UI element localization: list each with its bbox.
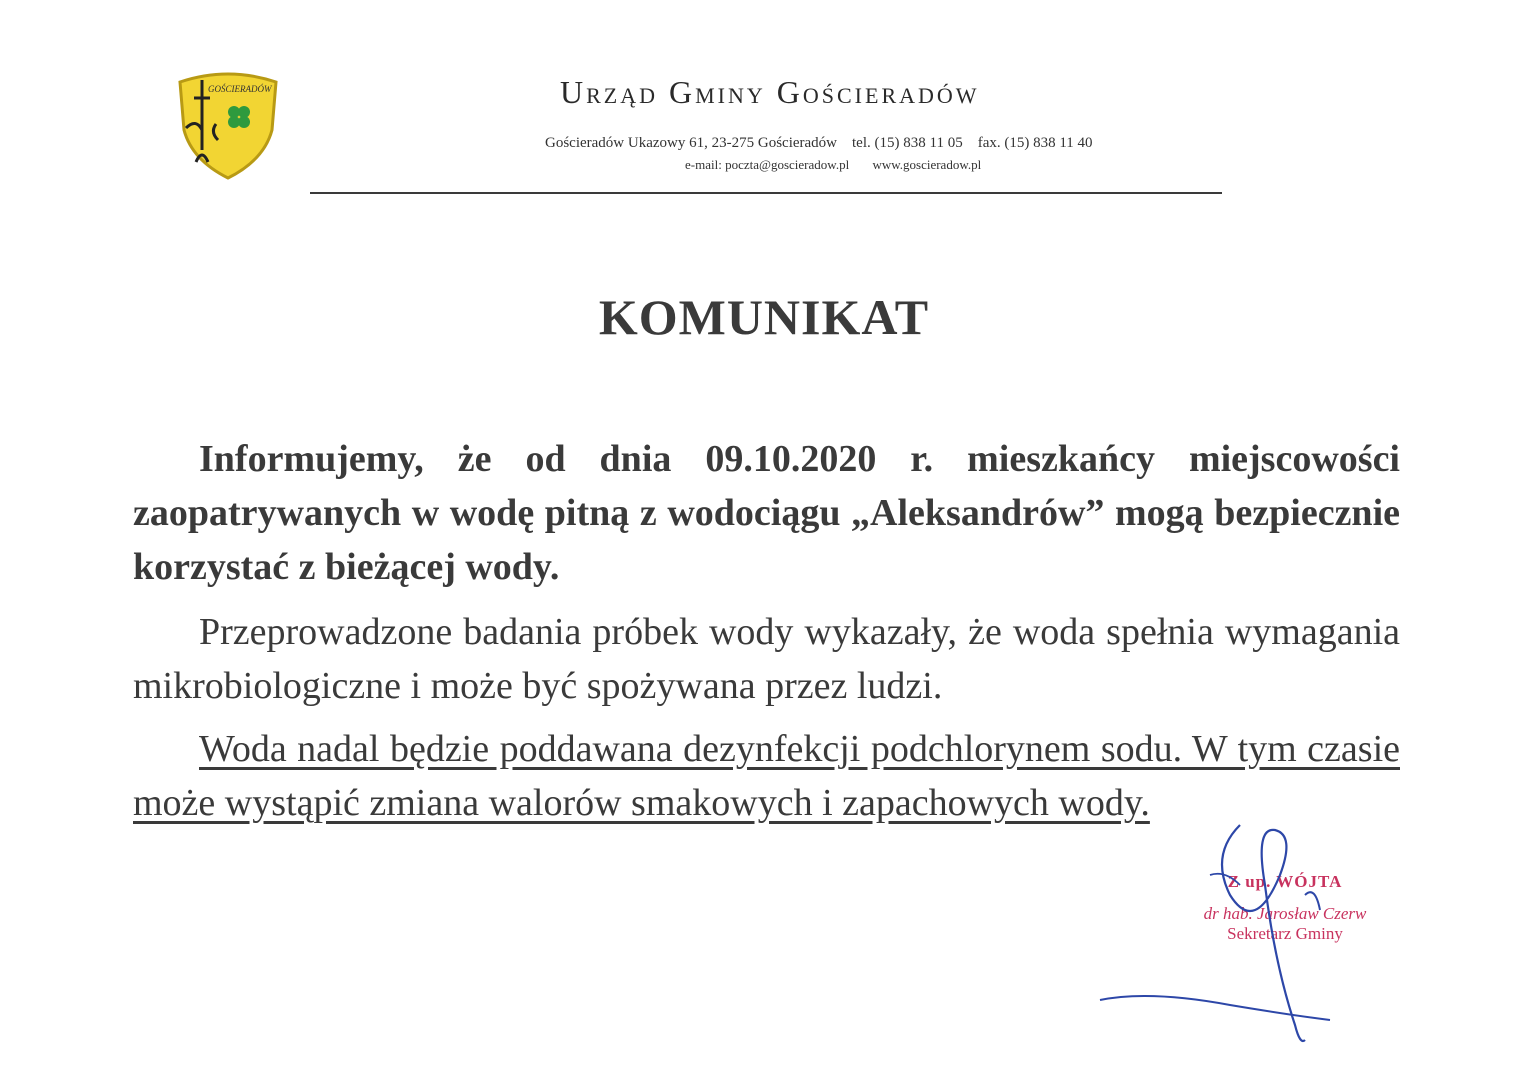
handwritten-signature xyxy=(1090,815,1420,1055)
header-divider xyxy=(310,192,1222,194)
office-email: e-mail: poczta@goscieradow.pl xyxy=(685,157,850,172)
stamp-name: dr hab. Jarosław Czerw xyxy=(1203,904,1367,923)
stamp-role: Z up. WÓJTA xyxy=(1227,872,1343,891)
stamp-function: Sekretarz Gminy xyxy=(1227,924,1343,943)
paragraph-test-results: Przeprowadzone badania próbek wody wykazały, że woda spełnia wymagania mikrobiologiczne i może być spożywana przez ludzi. xyxy=(133,611,1400,707)
document-title: KOMUNIKAT xyxy=(598,289,930,345)
coat-of-arms-icon xyxy=(172,68,284,180)
paragraph-disinfection-note: Woda nadal będzie poddawana dezynfekcji podchlorynem sodu. W tym czasie może wystąpić zmiana walorów smakowych i zapachowych wody. xyxy=(133,728,1400,824)
office-tel: tel. (15) 838 11 05 xyxy=(852,135,963,151)
paragraph-announcement: Informujemy, że od dnia 09.10.2020 r. mieszkańcy miejscowości zaopatrywanych w wodę pitną z wodociągu „Aleksandrów” mogą bezpiecznie korzystać z bieżącej wody. xyxy=(133,438,1400,588)
contact-line xyxy=(685,157,1001,173)
office-name: Urząd Gminy Gościeradów xyxy=(560,74,980,110)
crest-label: GOŚCIERADÓW xyxy=(208,84,272,94)
address-line xyxy=(545,135,1093,152)
office-address: Gościeradów Ukazowy 61, 23-275 Gościeradów xyxy=(545,135,838,151)
office-website: www.goscieradow.pl xyxy=(872,157,982,172)
office-fax: fax. (15) 838 11 40 xyxy=(977,135,1093,151)
